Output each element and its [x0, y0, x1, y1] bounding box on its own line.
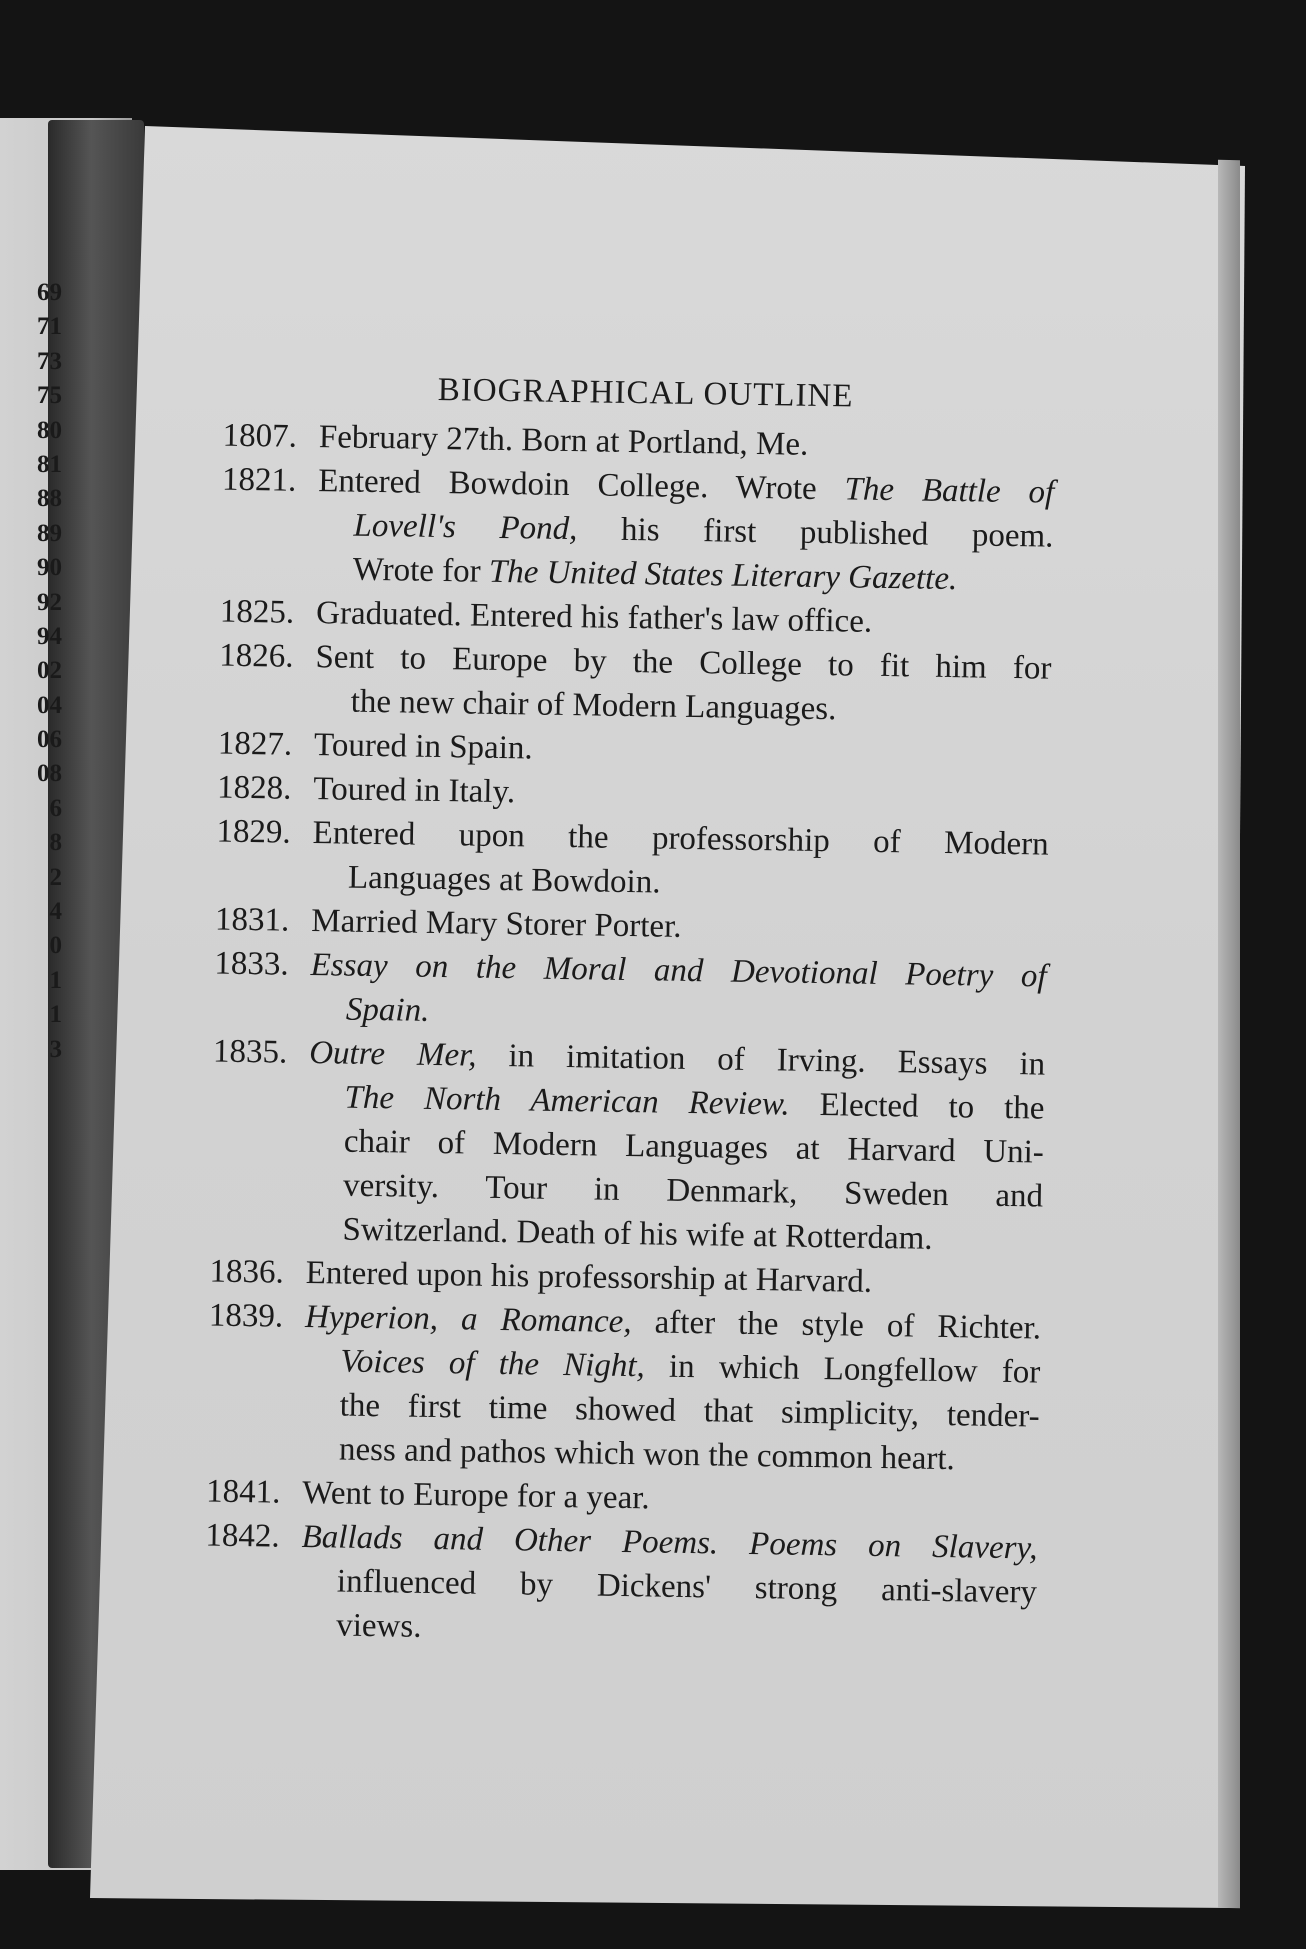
entry-year: 1826.	[218, 637, 294, 675]
entry-text-segment: in imitation of Irving. Essays in	[476, 1037, 1046, 1083]
left-page-number: 2	[49, 863, 62, 891]
left-page-number: 4	[49, 898, 62, 926]
left-page-number: 88	[37, 485, 62, 513]
left-page-number: 0	[49, 932, 62, 960]
outline-entry	[166, 1513, 1038, 1659]
left-page-number: 04	[37, 691, 62, 719]
entry-year: 1831.	[214, 901, 290, 939]
italic-title-text: The Battle of	[844, 471, 1055, 511]
entry-text-segment: Entered Bowdoin College. Wrote	[317, 463, 845, 508]
entry-text-segment: Toured in Italy.	[313, 771, 516, 811]
entry-text-segment: Entered upon his professorship at Harvard.	[305, 1254, 873, 1300]
entry-text-segment: Entered upon the professorship of Modern	[312, 815, 1049, 863]
entry-text-segment: the first time showed that simplicity, tender-	[339, 1387, 1040, 1435]
entry-text-segment: influenced by Dickens' strong anti-slavery	[336, 1563, 1038, 1611]
entry-text-segment: Went to Europe for a year.	[302, 1474, 650, 1517]
italic-title-text: Outre Mer,	[308, 1035, 477, 1074]
entry-year: 1828.	[216, 769, 292, 807]
left-page-number: 69	[37, 279, 62, 306]
left-page-number: 71	[37, 313, 62, 341]
entry-text-segment: the new chair of Modern Languages.	[350, 683, 837, 728]
entry-text-segment: Switzerland. Death of his wife at Rotterdam.	[342, 1211, 933, 1257]
left-page-number: 08	[37, 760, 62, 788]
entry-text-segment: chair of Modern Languages at Harvard Uni-	[343, 1123, 1045, 1171]
entry-text-segment: Graduated. Entered his father's law office.	[315, 595, 873, 640]
left-page-number: 81	[37, 450, 62, 478]
left-page-number: 90	[37, 554, 62, 582]
entry-year: 1825.	[219, 593, 295, 631]
entry-list	[166, 413, 1055, 1659]
entry-text-segment: versity. Tour in Denmark, Sweden and	[342, 1167, 1044, 1215]
entry-year: 1836.	[209, 1253, 285, 1291]
left-page-number: 89	[37, 519, 62, 547]
entry-year: 1841.	[205, 1473, 281, 1511]
left-page-number: 80	[37, 416, 62, 444]
italic-title-text: Ballads and Other Poems. Poems on Slavery,	[301, 1518, 1038, 1567]
entry-year: 1821.	[221, 461, 297, 499]
outline-entry	[169, 1293, 1042, 1483]
entry-text-segment: February 27th. Born at Portland, Me.	[318, 419, 809, 463]
italic-title-text: Hyperion, a Romance,	[304, 1298, 632, 1341]
left-page-number: 3	[49, 1035, 62, 1063]
entry-text-segment: his first published poem.	[577, 511, 1054, 555]
page-title: BIOGRAPHICAL OUTLINE	[437, 371, 854, 415]
outline-entry	[183, 457, 1055, 603]
left-page-number: 02	[37, 657, 62, 685]
entry-text	[300, 1515, 1038, 1659]
italic-title-text: The North American Review.	[344, 1079, 790, 1123]
entry-year: 1842.	[205, 1517, 280, 1555]
entry-year: 1827.	[217, 725, 293, 763]
biographical-outline	[166, 368, 1056, 1659]
left-page-number: 8	[49, 829, 62, 857]
entry-year: 1839.	[208, 1297, 284, 1335]
entry-year: 1833.	[214, 945, 289, 983]
left-page-number-column	[0, 276, 62, 1067]
entry-text-segment: Wrote for	[352, 551, 490, 590]
entry-text-segment: after the style of Richter.	[631, 1304, 1042, 1347]
entry-text-segment: views.	[335, 1607, 422, 1645]
left-page-number: 1	[49, 966, 62, 994]
entry-text-segment: Elected to the	[789, 1086, 1045, 1127]
entry-year: 1829.	[216, 813, 291, 851]
left-page-number: 75	[37, 382, 62, 410]
left-page-number: 1	[49, 1001, 62, 1029]
left-page-number: 94	[37, 622, 62, 650]
entry-year: 1807.	[222, 417, 298, 455]
entry-text-segment: Languages at Bowdoin.	[347, 859, 661, 901]
outline-entry	[176, 941, 1047, 1043]
outline-entry	[172, 1029, 1045, 1263]
italic-title-text: Lovell's Pond,	[353, 507, 578, 548]
left-page-number: 06	[37, 726, 62, 754]
entry-text-segment: Sent to Europe by the College to fit him for	[315, 639, 1052, 687]
italic-title-text: Voices of the Night,	[340, 1343, 646, 1385]
italic-title-text: Spain.	[345, 991, 430, 1029]
entry-year: 1835.	[212, 1033, 288, 1071]
left-page-number: 73	[37, 347, 62, 375]
entry-text-segment: Toured in Spain.	[313, 727, 533, 767]
left-page-number: 6	[49, 794, 62, 822]
entry-text	[312, 811, 1049, 911]
italic-title-text: Essay on the Moral and Devotional Poetry of	[310, 947, 1047, 995]
entry-text	[317, 459, 1055, 603]
entry-text-segment: Married Mary Storer Porter.	[311, 903, 682, 945]
entry-text	[303, 1295, 1042, 1483]
outline-entry	[178, 809, 1049, 911]
entry-text-segment: in which Longfellow for	[644, 1348, 1041, 1391]
entry-text-segment: ness and pathos which won the common heart.	[338, 1431, 956, 1478]
italic-title-text: The United States Literary Gazette.	[488, 553, 958, 598]
page-edge	[1218, 160, 1240, 1908]
entry-text	[314, 635, 1051, 735]
entry-text	[310, 943, 1047, 1043]
entry-text	[306, 1031, 1045, 1263]
left-page-number: 92	[37, 588, 62, 616]
outline-entry	[180, 633, 1051, 735]
